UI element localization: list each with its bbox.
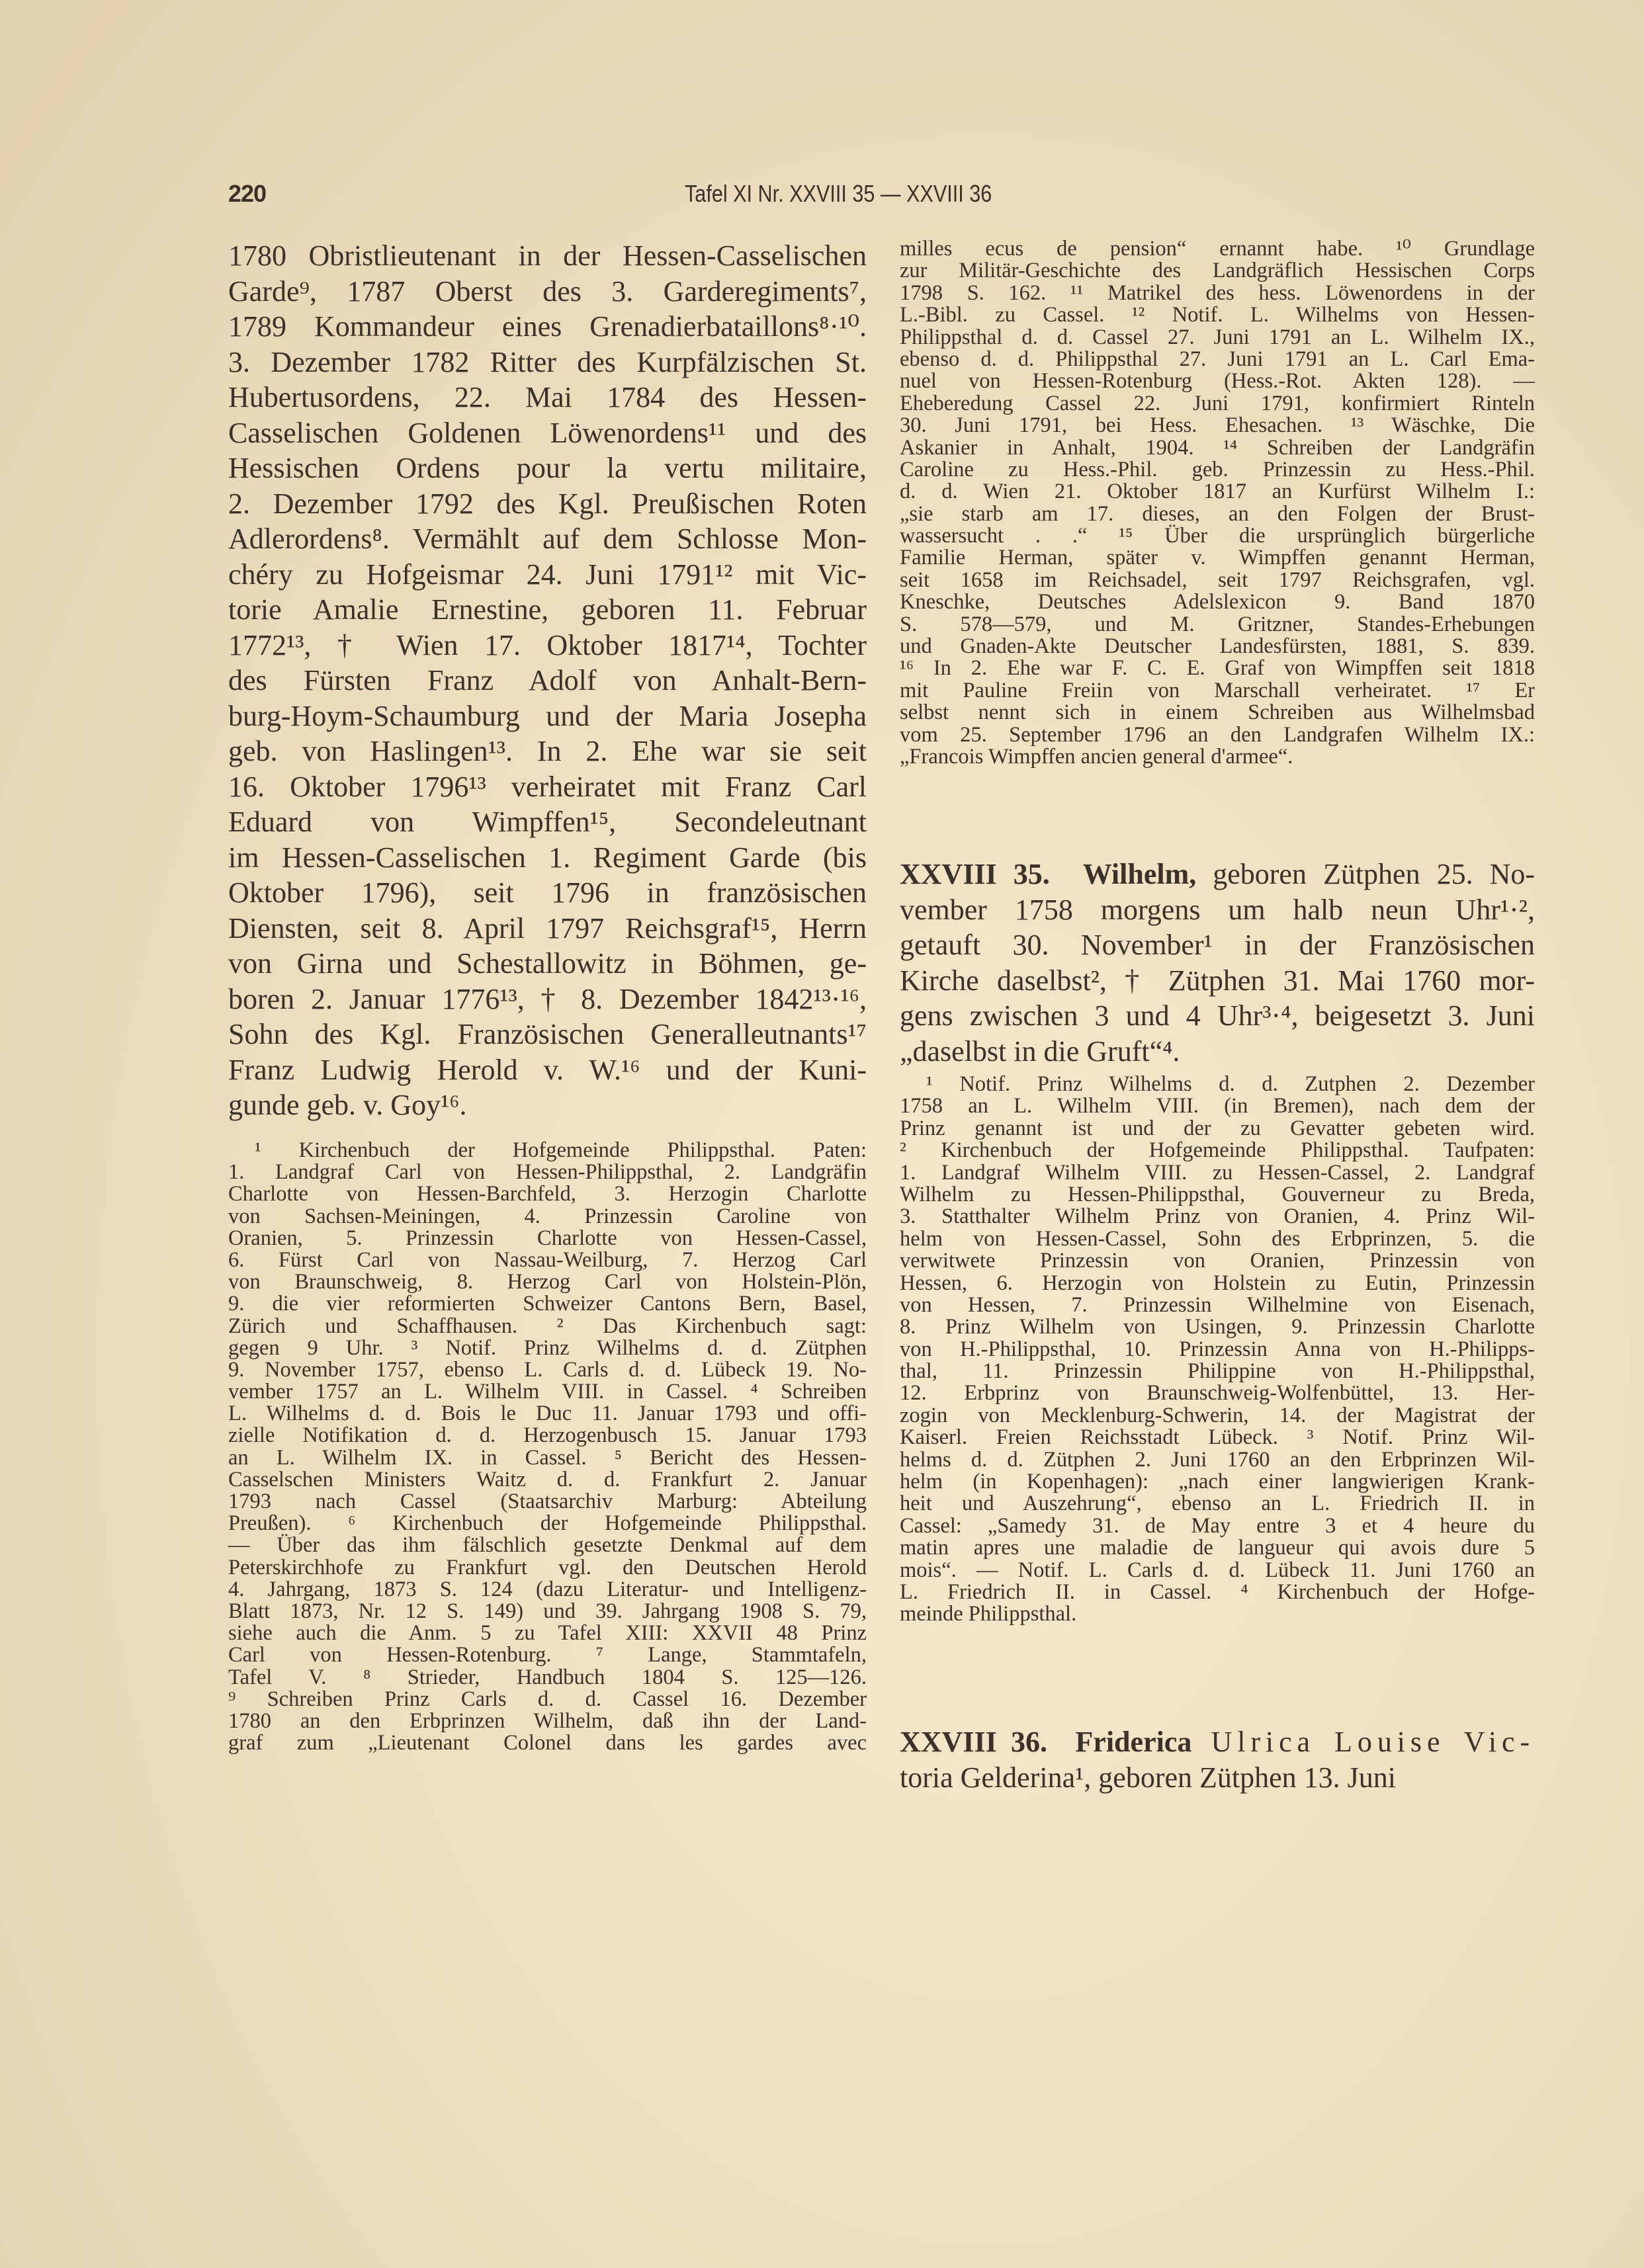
text-line: von Girna und Schestallowitz in Böhmen, ge- xyxy=(228,947,867,980)
footnote-line: siehe auch die Anm. 5 zu Tafel XIII: XXVII 48 Prinz xyxy=(228,1621,867,1646)
footnote-line: Preußen). ⁶ Kirchenbuch der Hofgemeinde Philippsthal. xyxy=(228,1511,867,1536)
text-line: gunde geb. v. Goy¹⁶. xyxy=(228,1089,467,1121)
footnote-line: 1. Landgraf Carl von Hessen-Philippsthal, 2. Landgräfin xyxy=(228,1160,867,1185)
text-line: 1789 Kommandeur eines Grenadierbataillons⁸·¹⁰. xyxy=(228,310,867,343)
footnote-line: Askanier in Anhalt, 1904. ¹⁴ Schreiben der Landgräfin xyxy=(900,435,1535,460)
footnote-line: Blatt 1873, Nr. 12 S. 149) und 39. Jahrgang 1908 S. 79, xyxy=(228,1599,867,1623)
text-line: Diensten, seit 8. April 1797 Reichsgraf¹⁵, Herrn xyxy=(228,911,867,945)
footnote-line: Caroline zu Hess.-Phil. geb. Prinzessin zu Hess.-Phil. xyxy=(900,457,1535,482)
right-continued-footnotes xyxy=(900,238,1535,768)
text-line: Kirche daselbst², † Zütphen 31. Mai 1760 mor- xyxy=(900,964,1535,997)
entry-35-text: geboren Zütphen 25. No- xyxy=(1196,858,1535,890)
text-line: Adlerordens⁸. Vermählt auf dem Schlosse Mon- xyxy=(228,523,867,555)
text-line: Hubertusordens, 22. Mai 1784 des Hessen- xyxy=(228,381,867,413)
footnote-line: 12. Erbprinz von Braunschweig-Wolfenbüttel, 13. Her- xyxy=(900,1381,1535,1406)
text-line: burg-Hoym-Schaumburg und der Maria Josepha xyxy=(228,699,867,732)
footnote-line: Tafel V. ⁸ Strieder, Handbuch 1804 S. 125—126. xyxy=(228,1665,867,1689)
footnote-line: 4. Jahrgang, 1873 S. 124 (dazu Literatur- und Intelligenz- xyxy=(228,1577,867,1601)
footnote-line: 8. Prinz Wilhelm von Usingen, 9. Prinzessin Charlotte xyxy=(900,1315,1535,1339)
footnote-line: d. d. Wien 21. Oktober 1817 an Kurfürst Wilhelm I.: xyxy=(900,480,1535,504)
text-line: 16. Oktober 1796¹³ verheiratet mit Franz Carl xyxy=(228,770,867,803)
footnote-line: matin apres une maladie de langueur qui avois dure 5 xyxy=(900,1536,1535,1560)
entry-36-name-spaced: Ulrica Louise Vic- xyxy=(1191,1726,1535,1758)
footnote-line: 1780 an den Erbprinzen Wilhelm, daß ihn der Land- xyxy=(228,1708,867,1733)
footnote-line: L.-Bibl. zu Cassel. ¹² Notif. L. Wilhelms von Hessen- xyxy=(900,303,1535,327)
footnote-line: 9. November 1757, ebenso L. Carls d. d. Lübeck 19. No- xyxy=(228,1357,867,1382)
footnote-line: 1798 S. 162. ¹¹ Matrikel des hess. Löwenordens in der xyxy=(900,280,1535,305)
entry-35-name: Wilhelm, xyxy=(1082,858,1197,890)
footnote-line: meinde Philippsthal. xyxy=(900,1602,1077,1626)
footnote-line: graf zum „Lieutenant Colonel dans les gardes avec xyxy=(228,1731,867,1755)
footnote-line: vember 1757 an L. Wilhelm VIII. in Cassel. ⁴ Schreiben xyxy=(228,1380,867,1404)
footnote-line: ebenso d. d. Philippsthal 27. Juni 1791 an L. Carl Ema- xyxy=(900,347,1535,371)
footnote-line: seit 1658 im Reichsadel, seit 1797 Reichsgrafen, vgl. xyxy=(900,567,1535,592)
entry-35-number: XXVIII 35. xyxy=(900,858,1050,890)
footnote-line: Casselschen Ministers Waitz d. d. Frankfurt 2. Januar xyxy=(228,1467,867,1491)
footnote-line: 3. Statthalter Wilhelm Prinz von Oranien, 4. Prinz Wil- xyxy=(900,1204,1535,1229)
footnote-line: zur Militär-Geschichte des Landgräflich Hessischen Corps xyxy=(900,259,1535,283)
footnote-line: ² Kirchenbuch der Hofgemeinde Philippsthal. Taufpaten: xyxy=(900,1138,1535,1163)
entry-36-line: toria Gelderina¹, geboren Zütphen 13. Juni xyxy=(900,1761,1396,1794)
text-line: 1780 Obristlieutenant in der Hessen-Casselischen xyxy=(228,239,867,272)
footnote-line: 1. Landgraf Wilhelm VIII. zu Hessen-Cassel, 2. Landgraf xyxy=(900,1160,1535,1185)
footnote-line: „Francois Wimpffen ancien general d'armee“. xyxy=(900,744,1293,769)
footnote-line: ¹ Notif. Prinz Wilhelms d. d. Zutphen 2. Dezember xyxy=(926,1072,1535,1096)
footnote-line: mit Pauline Freiin von Marschall verheiratet. ¹⁷ Er xyxy=(900,678,1535,702)
footnote-line: Charlotte von Hessen-Barchfeld, 3. Herzogin Charlotte xyxy=(228,1182,867,1206)
footnote-line: helm (in Kopenhagen): „nach einer langwierigen Krank- xyxy=(900,1470,1535,1494)
footnote-line: ⁹ Schreiben Prinz Carls d. d. Cassel 16. Dezember xyxy=(228,1687,867,1711)
footnote-line: vom 25. September 1796 an den Landgrafen Wilhelm IX.: xyxy=(900,722,1535,747)
running-head xyxy=(228,180,1525,213)
footnote-line: 6. Fürst Carl von Nassau-Weilburg, 7. Herzog Carl xyxy=(228,1247,867,1272)
footnote-line: verwitwete Prinzessin von Oranien, Prinzessin von xyxy=(900,1249,1535,1273)
text-line: 2. Dezember 1792 des Kgl. Preußischen Roten xyxy=(228,487,867,520)
footnote-line: zielle Notifikation d. d. Herzogenbusch 15. Januar 1793 xyxy=(228,1423,867,1448)
footnote-line: selbst nennt sich in einem Schreiben aus Wilhelmsbad xyxy=(900,700,1535,725)
running-title: Tafel XI Nr. XXVIII 35 — XXVIII 36 xyxy=(685,180,992,207)
footnote-line: — Über das ihm fälschlich gesetzte Denkmal auf dem xyxy=(228,1533,867,1558)
footnote-line: 1758 an L. Wilhelm VIII. (in Bremen), nach dem der xyxy=(900,1094,1535,1118)
footnote-line: mois“. — Notif. L. Carls d. d. Lübeck 11. Juni 1760 an xyxy=(900,1558,1535,1582)
footnote-line: von Sachsen-Meiningen, 4. Prinzessin Caroline von xyxy=(228,1204,867,1228)
footnote-line: 9. die vier reformierten Schweizer Cantons Bern, Basel, xyxy=(228,1292,867,1316)
footnote-line: L. Friedrich II. in Cassel. ⁴ Kirchenbuch der Hofge- xyxy=(900,1579,1535,1604)
entry-35-footnotes xyxy=(900,1073,1535,1626)
text-line: chéry zu Hofgeismar 24. Juni 1791¹² mit Vic- xyxy=(228,558,867,591)
footnote-line: Wilhelm zu Hessen-Philippsthal, Gouverneur zu Breda, xyxy=(900,1182,1535,1206)
text-line: Sohn des Kgl. Französischen Generalleutnants¹⁷ xyxy=(228,1018,867,1050)
text-line: 3. Dezember 1782 Ritter des Kurpfälzischen St. xyxy=(228,345,867,378)
footnote-line: Peterskirchhofe zu Frankfurt vgl. den Deutschen Herold xyxy=(228,1555,867,1579)
text-line: Eduard von Wimpffen¹⁵, Secondeleutnant xyxy=(228,806,867,838)
entry-36-number: XXVIII 36. xyxy=(900,1726,1047,1758)
footnote-line: von H.-Philippsthal, 10. Prinzessin Anna von H.-Philipps- xyxy=(900,1337,1535,1361)
footnote-line: milles ecus de pension“ ernannt habe. ¹⁰ Grundlage xyxy=(900,237,1535,261)
text-line: Hessischen Ordens pour la vertu militaire, xyxy=(228,452,867,484)
text-line: vember 1758 morgens um halb neun Uhr¹·², xyxy=(900,893,1535,926)
footnote-line: 30. Juni 1791, bei Hess. Ehesachen. ¹³ Wäschke, Die xyxy=(900,413,1535,438)
footnote-line: ¹⁶ In 2. Ehe war F. C. E. Graf von Wimpffen seit 1818 xyxy=(900,656,1535,681)
footnote-line: Cassel: „Samedy 31. de May entre 3 et 4 heure du xyxy=(900,1513,1535,1538)
entry-36-name: Friderica xyxy=(1075,1726,1192,1758)
text-line: boren 2. Januar 1776¹³, † 8. Dezember 1842¹³·¹⁶, xyxy=(228,982,867,1015)
text-line: Casselischen Goldenen Löwenordens¹¹ und des xyxy=(228,416,867,449)
footnote-line: helms d. d. Zütphen 2. Juni 1760 an den Erbprinzen Wil- xyxy=(900,1447,1535,1472)
footnote-line: Hessen, 6. Herzogin von Holstein zu Eutin, Prinzessin xyxy=(900,1271,1535,1295)
footnote-line: Kaiserl. Freien Reichsstadt Lübeck. ³ Notif. Prinz Wil- xyxy=(900,1425,1535,1450)
text-line: geb. von Haslingen¹³. In 2. Ehe war sie seit xyxy=(228,735,867,767)
text-line: gens zwischen 3 und 4 Uhr³·⁴, beigesetzt 3. Juni xyxy=(900,999,1535,1032)
footnote-line: L. Wilhelms d. d. Bois le Duc 11. Januar 1793 und offi- xyxy=(228,1402,867,1426)
footnote-line: nuel von Hessen-Rotenburg (Hess.-Rot. Akten 128). — xyxy=(900,369,1535,394)
entry-36-first-line xyxy=(900,1724,1535,1760)
footnote-line: Familie Herman, später v. Wimpffen genannt Herman, xyxy=(900,546,1535,570)
footnote-line: an L. Wilhelm IX. in Cassel. ⁵ Bericht des Hessen- xyxy=(228,1445,867,1470)
text-line: getauft 30. November¹ in der Französischen xyxy=(900,929,1535,961)
footnote-line: thal, 11. Prinzessin Philippine von H.-Philippsthal, xyxy=(900,1359,1535,1384)
footnote-line: zogin von Mecklenburg-Schwerin, 14. der Magistrat der xyxy=(900,1403,1535,1427)
footnote-line: von Braunschweig, 8. Herzog Carl von Holstein-Plön, xyxy=(228,1270,867,1294)
entry-xxviii-35 xyxy=(900,857,1535,1069)
footnote-line: Kneschke, Deutsches Adelslexicon 9. Band 1870 xyxy=(900,590,1535,614)
text-line: Oktober 1796), seit 1796 in französischen xyxy=(228,876,867,909)
text-line: im Hessen-Casselischen 1. Regiment Garde (bis xyxy=(228,841,867,874)
text-line: Franz Ludwig Herold v. W.¹⁶ und der Kuni- xyxy=(228,1053,867,1086)
footnote-line: ¹ Kirchenbuch der Hofgemeinde Philippsthal. Paten: xyxy=(255,1138,867,1162)
footnote-line: und Gnaden-Akte Deutscher Landesfürsten, 1881, S. 839. xyxy=(900,634,1535,659)
footnote-line: von Hessen, 7. Prinzessin Wilhelmine von Eisenach, xyxy=(900,1292,1535,1317)
text-line: 1772¹³, † Wien 17. Oktober 1817¹⁴, Tochter xyxy=(228,628,867,661)
footnote-line: heit und Auszehrung“, ebenso an L. Friedrich II. in xyxy=(900,1491,1535,1516)
page-number: 220 xyxy=(228,180,267,207)
footnote-line: Carl von Hessen-Rotenburg. ⁷ Lange, Stammtafeln, xyxy=(228,1643,867,1667)
text-line: „daselbst in die Gruft“⁴. xyxy=(900,1034,1180,1068)
left-main-text xyxy=(228,238,867,1123)
footnote-line: „sie starb am 17. dieses, an den Folgen der Brust- xyxy=(900,501,1535,526)
footnote-line: S. 578—579, und M. Gritzner, Standes-Erhebungen xyxy=(900,612,1535,636)
text-line: torie Amalie Ernestine, geboren 11. Februar xyxy=(228,593,867,626)
footnote-line: Prinz genannt ist und der zu Gevatter gebeten wird. xyxy=(900,1116,1535,1140)
text-line: des Fürsten Franz Adolf von Anhalt-Bern- xyxy=(228,664,867,696)
footnote-line: wassersucht . .“ ¹⁵ Über die ursprünglich bürgerliche xyxy=(900,524,1535,548)
footnote-line: Oranien, 5. Prinzessin Charlotte von Hessen-Cassel, xyxy=(228,1226,867,1250)
entry-35-first-line xyxy=(900,857,1535,892)
left-footnotes xyxy=(228,1140,867,1754)
footnote-line: Zürich und Schaffhausen. ² Das Kirchenbuch sagt: xyxy=(228,1314,867,1338)
entry-xxviii-36 xyxy=(900,1724,1535,1795)
footnote-line: Eheberedung Cassel 22. Juni 1791, konfirmiert Rinteln xyxy=(900,391,1535,415)
text-line: Garde⁹, 1787 Oberst des 3. Garderegiments⁷, xyxy=(228,274,867,308)
footnote-line: Philippsthal d. d. Cassel 27. Juni 1791 an L. Wilhelm IX., xyxy=(900,325,1535,349)
footnote-line: gegen 9 Uhr. ³ Notif. Prinz Wilhelms d. d. Zütphen xyxy=(228,1335,867,1360)
footnote-line: helm von Hessen-Cassel, Sohn des Erbprinzen, 5. die xyxy=(900,1226,1535,1251)
footnote-line: 1793 nach Cassel (Staatsarchiv Marburg: Abteilung xyxy=(228,1490,867,1513)
